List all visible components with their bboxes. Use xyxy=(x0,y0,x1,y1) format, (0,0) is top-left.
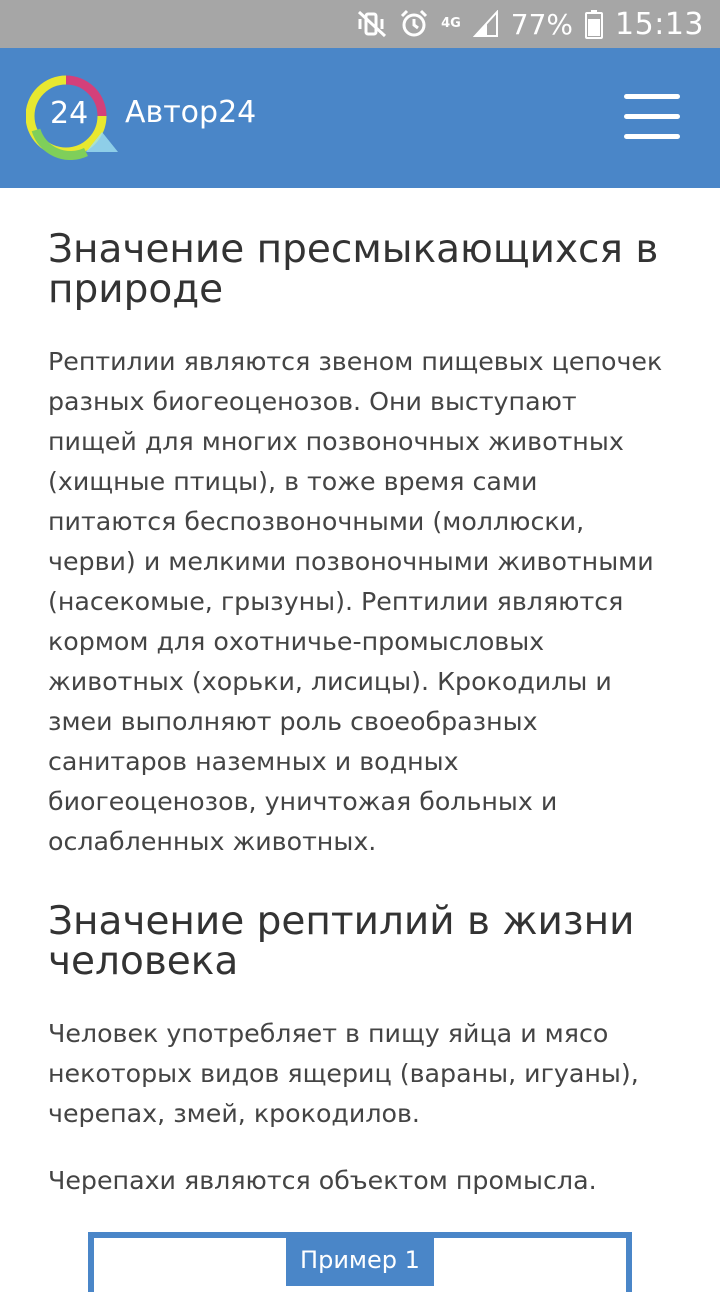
paragraph-human-consumption: Человек употребляет в пищу яйца и мясо некоторых видов ящериц (вараны, игуаны), черепах, змей, крокодилов. xyxy=(48,1019,639,1128)
heading-reptiles-for-humans: Значение рептилий в жизни человека xyxy=(48,899,635,984)
paragraph-turtle-fishing: Черепахи являются объектом промысла. xyxy=(48,1166,597,1195)
avtor24-logo[interactable] xyxy=(26,72,122,160)
4g-icon xyxy=(441,18,461,30)
mute-vibrate-icon xyxy=(357,10,387,38)
alarm-icon xyxy=(399,9,429,39)
logo-number: 24 xyxy=(50,96,89,131)
app-header xyxy=(0,48,720,188)
brand-name[interactable]: Автор24 xyxy=(125,95,257,130)
article-content xyxy=(0,188,720,1280)
clock: 15:13 xyxy=(615,6,704,42)
example-label: Пример 1 xyxy=(286,1238,434,1286)
battery-percentage: 77% xyxy=(510,7,574,41)
paragraph-reptiles-in-nature: Рептилии являются звеном пищевых цепочек разных биогеоценозов. Они выступают пищей для многих позвоночных животных (хищные птицы), в тоже время сами питаются беспозвоночными (моллюски, черви) и мелкими позвоночными животными (насекомые, грызуны). Рептилии являются кормом для охотничье-промысловых животных (хорьки, лисицы). Крокодилы и змеи выполняют роль своеобразных санитаров наземных и водных биогеоценозов, уничтожая больных и ослабленных животных. xyxy=(48,347,663,856)
menu-button[interactable] xyxy=(620,90,684,144)
network-type-label: 4G xyxy=(441,16,461,31)
battery-icon xyxy=(585,9,603,39)
signal-icon xyxy=(473,10,499,38)
heading-reptiles-in-nature: Значение пресмыкающихся в природе xyxy=(48,227,659,312)
status-bar xyxy=(0,0,720,48)
